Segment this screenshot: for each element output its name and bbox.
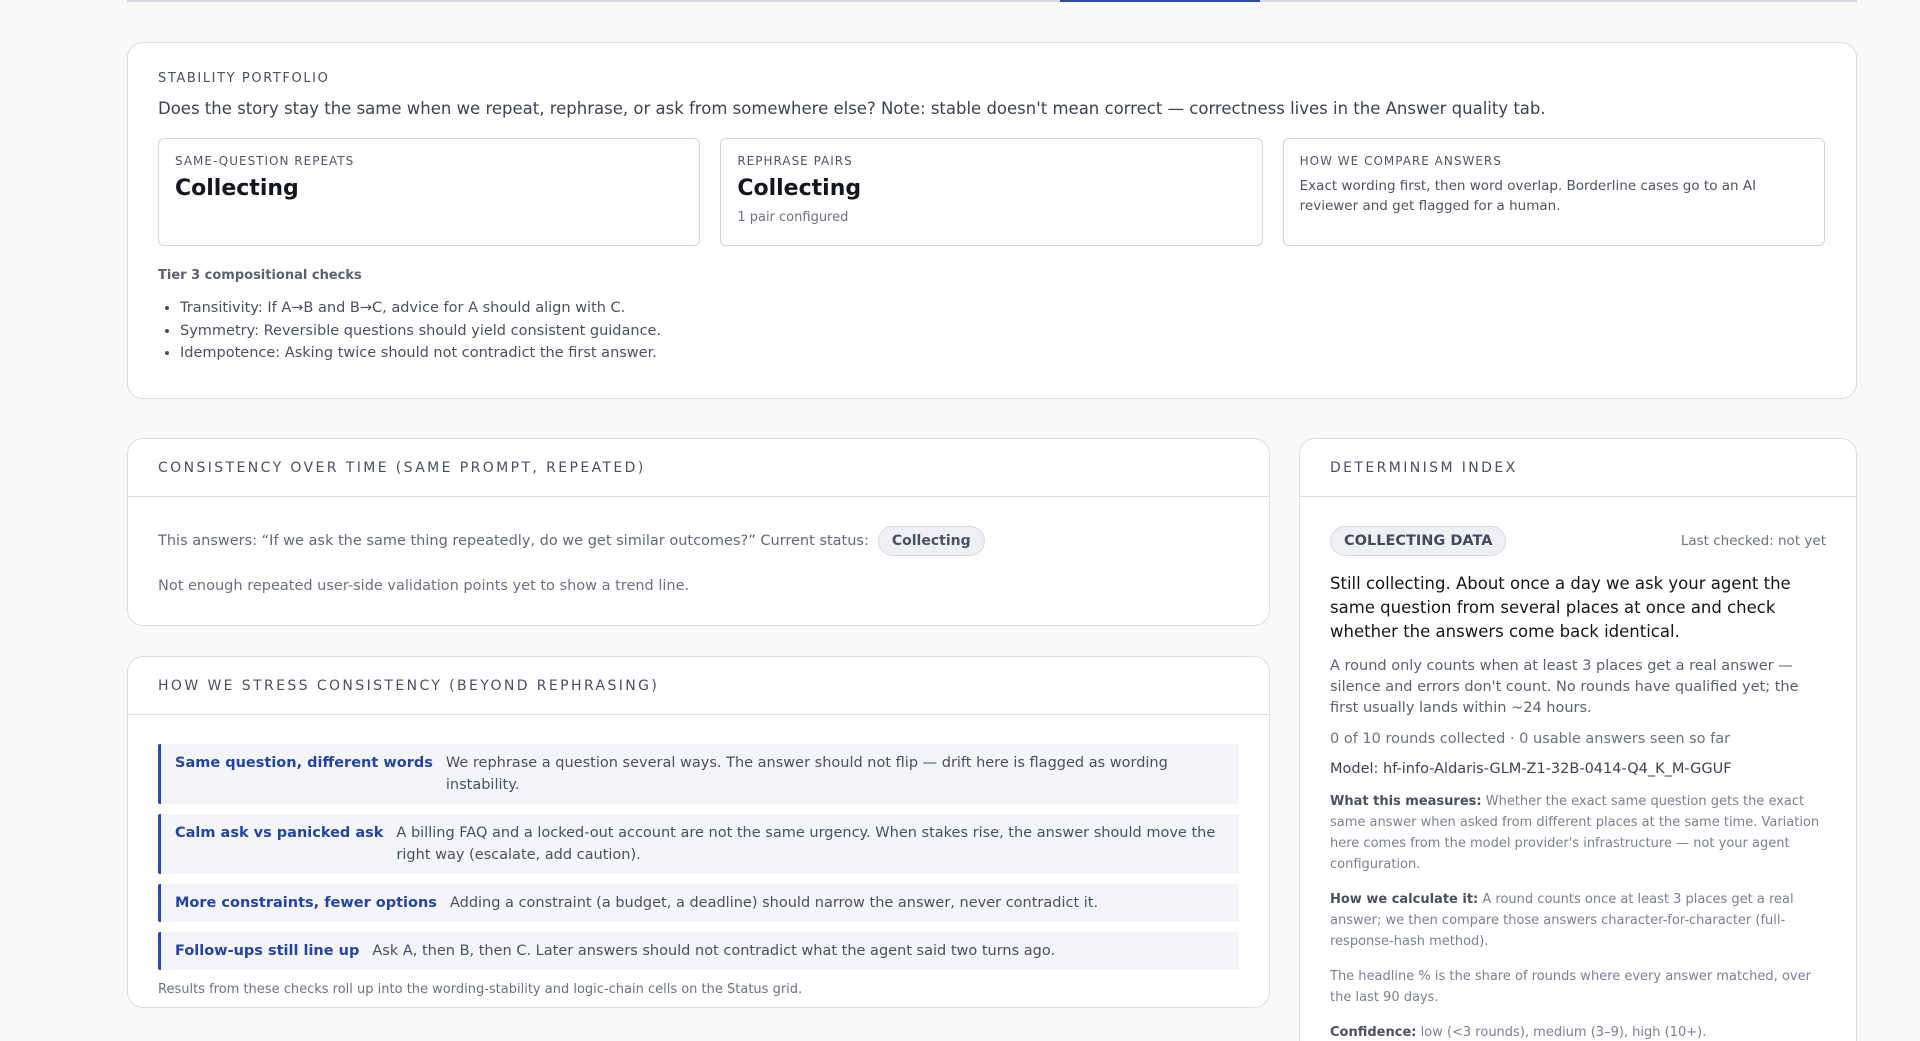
tier-item-transitivity: • Transitivity: If A→B and B→C, advice for A should align with C.	[180, 297, 1825, 320]
stress-item-more-constraints	[158, 884, 1239, 922]
stress-item-title: Calm ask vs panicked ask	[175, 825, 384, 841]
stress-item-title: Follow-ups still line up	[175, 943, 360, 959]
portfolio-eyebrow: STABILITY PORTFOLIO	[158, 71, 330, 86]
consistency-over-time-card	[127, 438, 1270, 626]
metric-row	[158, 138, 1825, 246]
metric-label: HOW WE COMPARE ANSWERS	[1299, 154, 1502, 168]
consistency-status-line	[158, 526, 1239, 556]
stress-item-text: A billing FAQ and a locked-out account are not the same urgency. When stakes rise, the answer should move the right way (escalate, add caution).	[396, 825, 1216, 863]
calc-text: A round counts once at least 3 places get a real answer; we then compare those answers character-for-character (full-response-hash method).	[1330, 892, 1794, 949]
model-name: Model: hf-info-Aldaris-GLM-Z1-32B-0414-Q4_K_M-GGUF	[1330, 761, 1732, 777]
determinism-rules: A round only counts when at least 3 places get a real answer — silence and errors don't count. No rounds have qualified yet; the first usually lands within ~24 hours.	[1330, 658, 1799, 716]
tier-3-heading: Tier 3 compositional checks	[158, 268, 362, 283]
stress-item-text: Ask A, then B, then C. Later answers should not contradict what the agent said two turns ago.	[372, 943, 1056, 959]
calc-label: How we calculate it:	[1330, 892, 1479, 907]
determinism-header: DETERMINISM INDEX	[1300, 439, 1856, 497]
confidence-legend	[1330, 1022, 1826, 1041]
determinism-status-badge: COLLECTING DATA	[1330, 526, 1506, 556]
tier-item-idempotence: • Idempotence: Asking twice should not contradict the first answer.	[180, 342, 1825, 365]
stress-item-follow-ups	[158, 932, 1239, 970]
determinism-lead: Still collecting. About once a day we ask your agent the same question from several places at once and check whether the answers come back identical.	[1330, 574, 1791, 641]
stress-item-title: More constraints, fewer options	[175, 895, 437, 911]
confidence-text: low (<3 rounds), medium (3–9), high (10+).	[1420, 1025, 1707, 1040]
what-this-measures	[1330, 791, 1826, 875]
top-divider	[127, 0, 1857, 2]
portfolio-description: Does the story stay the same when we repeat, rephrase, or ask from somewhere else? Note: stable doesn't mean correct — correctness lives in the Answer quality tab.	[158, 99, 1546, 118]
metric-rephrase-pairs	[720, 138, 1262, 246]
consistency-header: CONSISTENCY OVER TIME (SAME PROMPT, REPEATED)	[128, 439, 1269, 497]
last-checked-text: Last checked: not yet	[1680, 533, 1826, 549]
consistency-status-text: This answers: “If we ask the same thing repeatedly, do we get similar outcomes?” Current status:	[158, 533, 869, 549]
measures-text: Whether the exact same question gets the exact same answer when asked from different places at the same time. Variation here comes from the model provider's infrastructure — not your agent configuration.	[1330, 794, 1820, 872]
metric-value: Collecting	[737, 176, 862, 201]
stress-header: HOW WE STRESS CONSISTENCY (BEYOND REPHRASING)	[128, 657, 1269, 715]
metric-subtext: 1 pair configured	[737, 210, 849, 225]
how-we-calculate	[1330, 889, 1826, 952]
stress-item-text: Adding a constraint (a budget, a deadline) should narrow the answer, never contradict it.	[449, 895, 1099, 911]
stress-item-title: Same question, different words	[175, 755, 433, 771]
stress-consistency-card	[127, 656, 1270, 1008]
stress-item-calm-vs-panicked	[158, 814, 1239, 874]
metric-value: Collecting	[175, 176, 299, 201]
tier-item-symmetry: • Symmetry: Reversible questions should yield consistent guidance.	[180, 320, 1825, 343]
metric-how-we-compare	[1283, 138, 1825, 246]
status-badge: Collecting	[878, 526, 985, 556]
rounds-collected: 0 of 10 rounds collected · 0 usable answers seen so far	[1330, 731, 1731, 747]
trend-empty-note: Not enough repeated user-side validation points yet to show a trend line.	[158, 578, 690, 594]
measures-label: What this measures:	[1330, 794, 1482, 809]
metric-same-question-repeats	[158, 138, 700, 246]
tier-3-list	[158, 297, 1825, 365]
determinism-index-card	[1299, 438, 1857, 1041]
stress-item-text: We rephrase a question several ways. The answer should not flip — drift here is flagged as wording instability.	[445, 755, 1168, 793]
stress-footer-note: Results from these checks roll up into the wording-stability and logic-chain cells on the Status grid.	[158, 982, 803, 997]
active-tab-indicator	[1060, 0, 1260, 2]
metric-text: Exact wording first, then word overlap. Borderline cases go to an AI reviewer and get flagged for a human.	[1299, 178, 1757, 214]
stability-portfolio-card	[127, 42, 1857, 399]
stress-item-different-words	[158, 744, 1239, 804]
metric-label: REPHRASE PAIRS	[737, 154, 853, 168]
headline-explainer: The headline % is the share of rounds where every answer matched, over the last 90 days.	[1330, 969, 1811, 1005]
metric-label: SAME-QUESTION REPEATS	[175, 154, 355, 168]
confidence-label: Confidence:	[1330, 1025, 1417, 1040]
